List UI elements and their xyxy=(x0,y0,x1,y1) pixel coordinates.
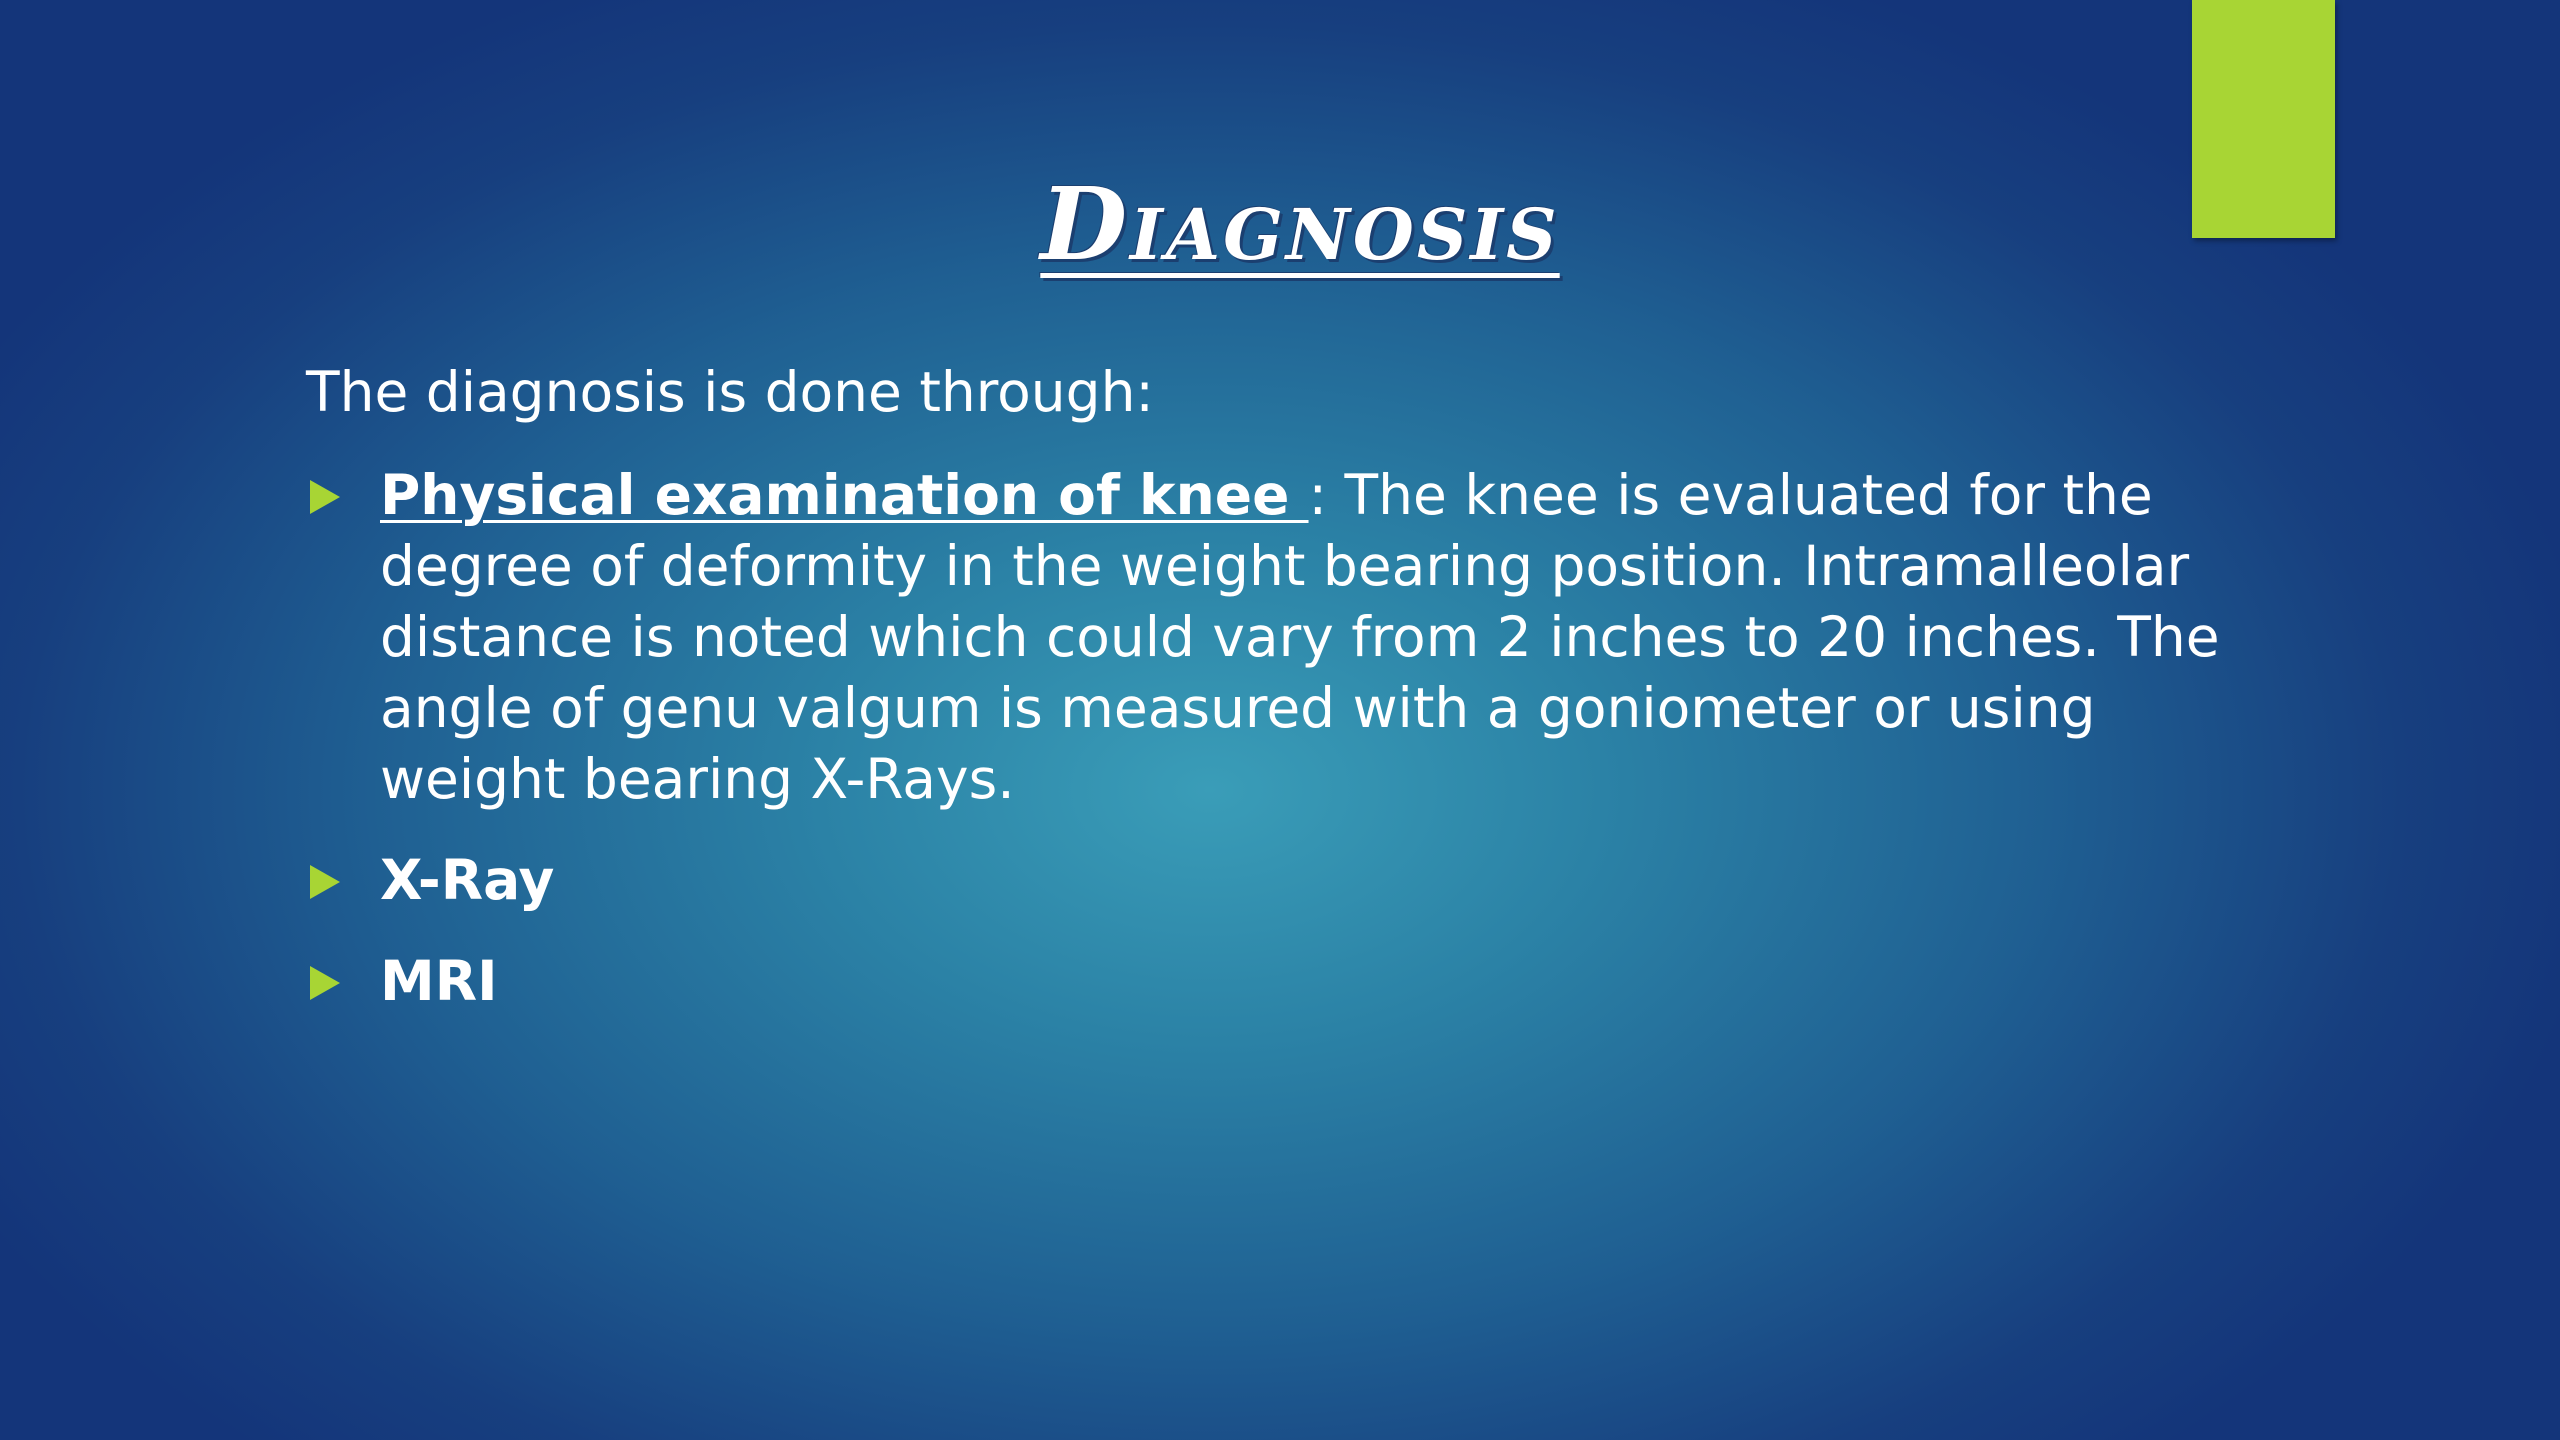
bullet-heading: MRI xyxy=(380,949,498,1013)
bullet-physical-examination xyxy=(306,460,2266,815)
bullet-text: : The knee is evaluated for the degree of deformity in the weight bearing position. Intramalleolar distance is noted which could vary from 2 inches to 20 inches. The angle of genu valgum is measured with a goniometer or using weight bearing X-Rays. xyxy=(380,463,2220,811)
bullet-heading: X-Ray xyxy=(380,848,555,912)
intro-text: The diagnosis is done through: xyxy=(306,360,1154,424)
bullet-heading: Physical examination of knee xyxy=(380,463,1309,527)
bullet-x-ray xyxy=(306,845,2266,916)
bullet-list xyxy=(306,460,2266,1047)
triangle-right-icon xyxy=(310,480,340,514)
slide-title: Diagnosis xyxy=(1040,165,1560,283)
triangle-right-icon xyxy=(310,865,340,899)
triangle-right-icon xyxy=(310,966,340,1000)
bullet-mri xyxy=(306,946,2266,1017)
